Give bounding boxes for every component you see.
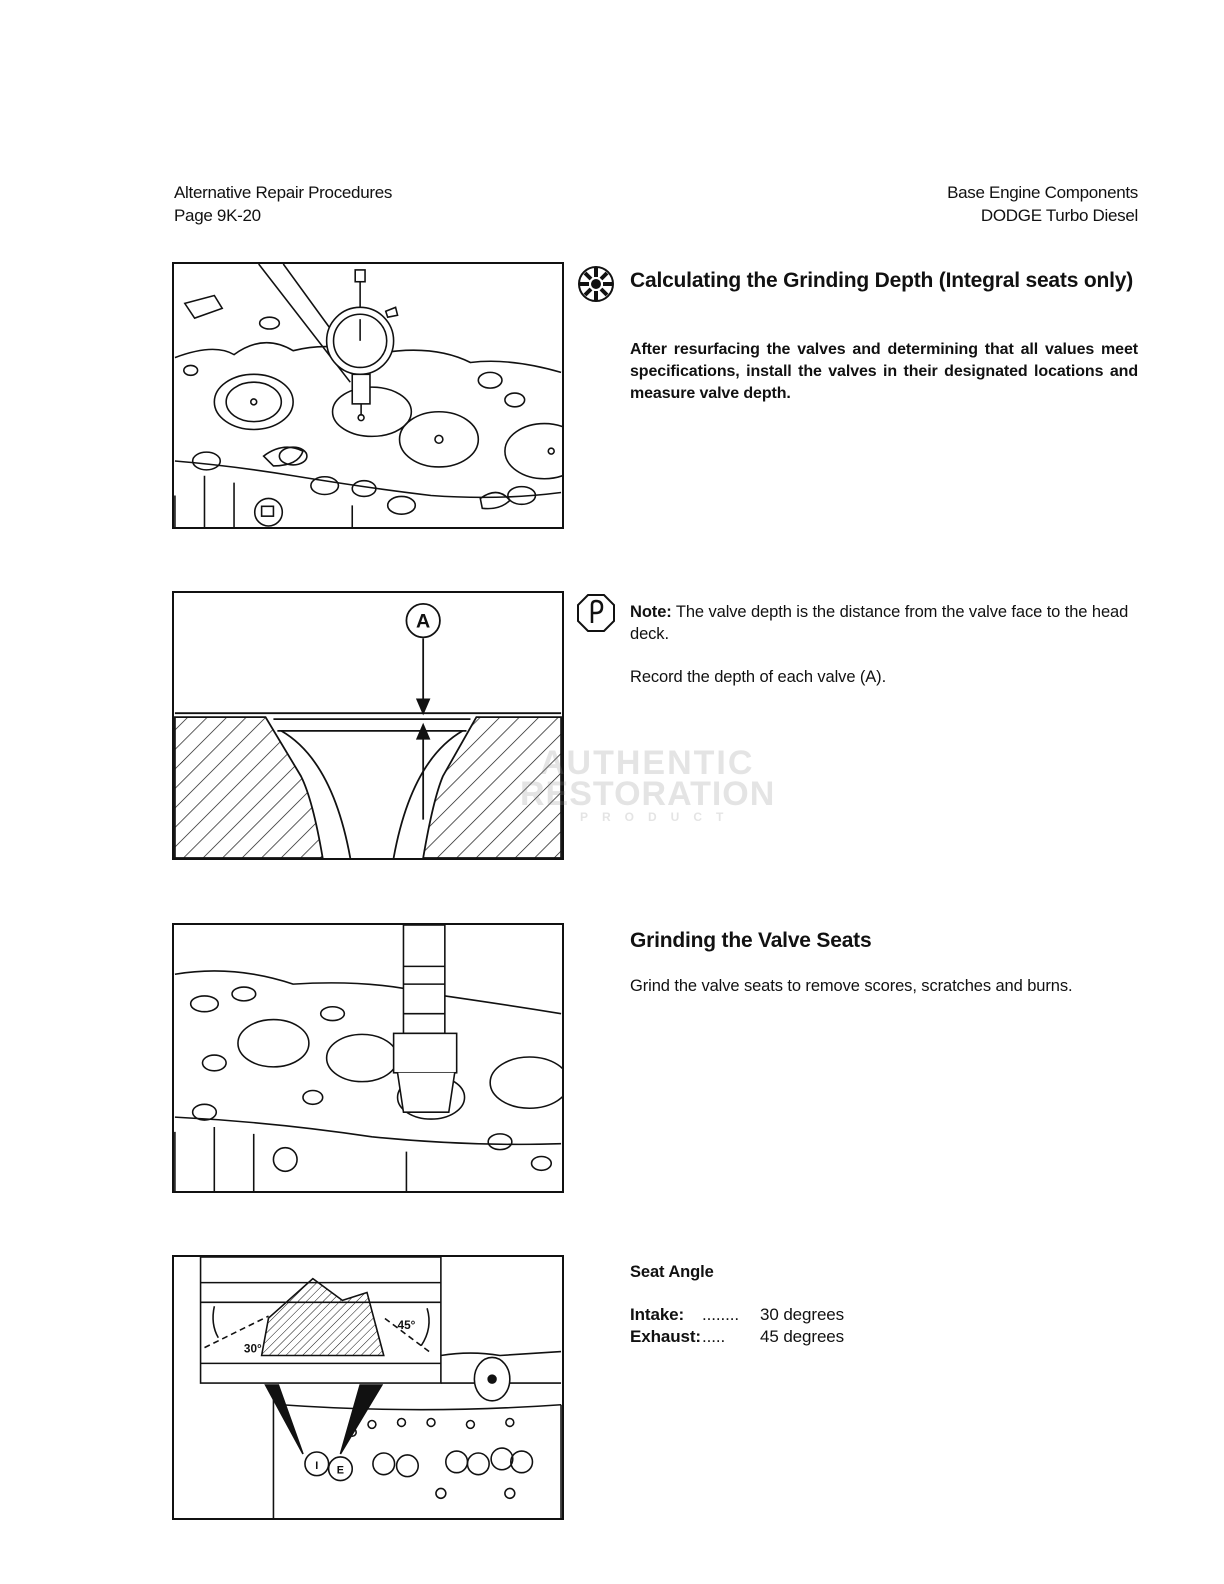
note-hand-icon — [576, 593, 616, 633]
note-label: Note: — [630, 603, 672, 621]
page-header-left — [174, 181, 392, 227]
angle-label-45: 45° — [397, 1317, 416, 1332]
callout-a: A — [416, 610, 431, 633]
watermark-line2: RESTORATION — [520, 775, 776, 813]
vehicle-title: DODGE Turbo Diesel — [980, 206, 1138, 225]
seat-angle-row-intake: Intake: ........ 30 degrees — [630, 1305, 845, 1324]
seat-angle-row-exhaust: Exhaust:..... 45 degrees — [630, 1327, 845, 1346]
measure-wheel-icon — [576, 264, 616, 304]
note-text — [630, 601, 1138, 645]
angle-label-30: 30° — [243, 1341, 262, 1356]
watermark — [430, 744, 790, 824]
page-header-right — [947, 181, 1138, 227]
section-title-grinding-seats: Grinding the Valve Seats — [630, 929, 872, 952]
figure-seat-grinder — [172, 923, 564, 1193]
note-body: The valve depth is the distance from the valve face to the head deck. — [630, 603, 1129, 643]
figure-seat-angle — [172, 1255, 564, 1520]
dial-indicator-illustration — [174, 264, 562, 527]
section-body-grinding-depth: After resurfacing the valves and determining that all values meet specifications, install the valves in their designated locations and measure valve depth. — [630, 341, 1138, 402]
intake-label: I — [315, 1459, 319, 1472]
manual-section-title: Alternative Repair Procedures — [174, 183, 393, 202]
section-body-grinding-seats: Grind the valve seats to remove scores, scratches and burns. — [630, 977, 1073, 995]
seat-angle-title: Seat Angle — [630, 1263, 714, 1281]
figure-dial-indicator — [172, 262, 564, 529]
note-record-instruction: Record the depth of each valve (A). — [630, 668, 887, 686]
page-number: Page 9K-20 — [174, 206, 261, 225]
chapter-title: Base Engine Components — [947, 183, 1138, 202]
section-title-grinding-depth: Calculating the Grinding Depth (Integral seats only) — [630, 269, 1133, 292]
watermark-line3: PRODUCT — [580, 810, 738, 824]
seat-angle-diagram — [174, 1257, 562, 1518]
watermark-line1: AUTHENTIC — [540, 744, 755, 782]
exhaust-label: E — [336, 1464, 345, 1477]
seat-grinder-illustration — [174, 925, 562, 1191]
seat-angle-spec-table — [630, 1304, 1138, 1348]
